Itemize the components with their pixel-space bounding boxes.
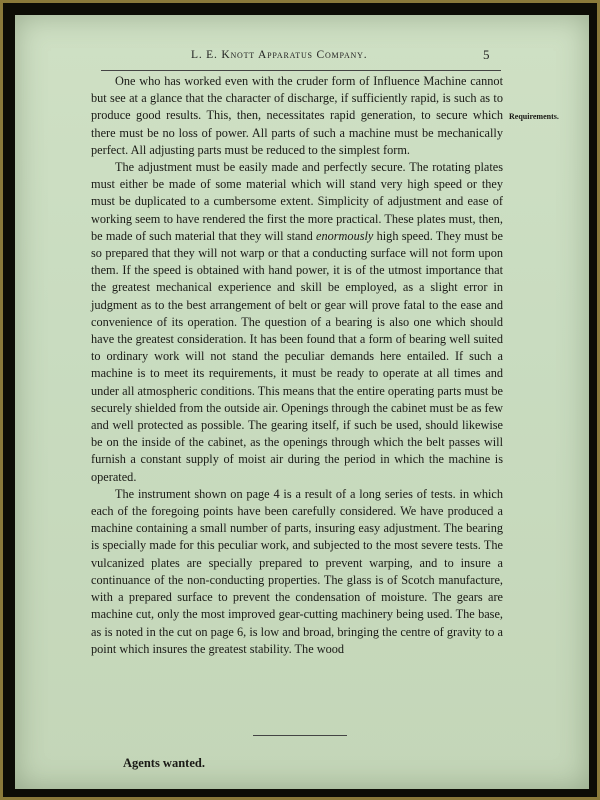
document-page [15,15,589,789]
header-rule [101,70,501,71]
page-header [15,49,589,69]
paragraph-1: One who has worked even with the cruder form of Influence Machine cannot but see at a glance that the character of discharge, if sufficiently rapid, is such as to produce good results. This, then, necessitates rapid generation, to secure which there must be no loss of power. All parts of such a machine must be mechanically perfect. All adjusting parts must be reduced to the simplest form. [91,74,503,157]
paragraph-2-end: high speed. They must be so prepared that they will not warp or that a conducting surface will not form upon them. If the speed is obtained with hand power, it is of the utmost importance that the greatest mechanical experience and skill be employed, as a slight error in judgment as to the best arrangement of belt or gear will prove fatal to the ease and convenience of its operation. The question of a bearing is also one which should have the greatest consideration. It has been found that a form of bearing well suited to ordinary work will not stand the peculiar demands here entailed. If such a machine is to meet its requirements, it must be ready to operate at all times and under all atmospheric conditions. This means that the entire operating parts must be securely shielded from the outside air. Openings through the cabinet must be as few and well protected as possible. The gearing itself, if such be used, should likewise be on the inside of the cabinet, as the openings through which the belt passes will furnish a constant supply of moist air during the period in which the machine is operated. [91,228,503,484]
footer-rule [253,735,347,736]
footer-note: Agents wanted. [123,756,205,770]
paragraph-2 [91,159,503,486]
paragraph-2-start: The adjustment must be easily made and perfectly secure. The rotating plates must either be made of some material which will stand very high speed or they must be duplicated to a cumbersome extent. Simplicity of adjustment and ease of working seem to have rendered the first the more practical. These plates must, then, be made of such material that they will stand [91,160,503,243]
page-number: 5 [483,47,490,62]
margin-note: Requirements. [509,112,559,121]
running-head: L. E. Knott Apparatus Company. [191,49,368,61]
paragraph-3: The instrument shown on page 4 is a result of a long series of tests. in which each of the foregoing points have been carefully considered. We have produced a machine containing a small number of parts, insuring easy adjustment. The bearing is specially made for this peculiar work, and subjected to the most severe tests. The vulcanized plates are specially prepared to prevent warping, and to insure a continuance of the non-conducting properties. The glass is of Scotch manufacture, with a prepared surface to prevent the condensation of moisture. The gears are machine cut, only the most improved gear-cutting machinery being used. The base, as is noted in the cut on page 6, is low and broad, bringing the centre of gravity to a point which insures the greatest stability. The wood [91,486,503,656]
emphasis-enormously: enormously [316,228,374,243]
body-text [91,73,503,658]
